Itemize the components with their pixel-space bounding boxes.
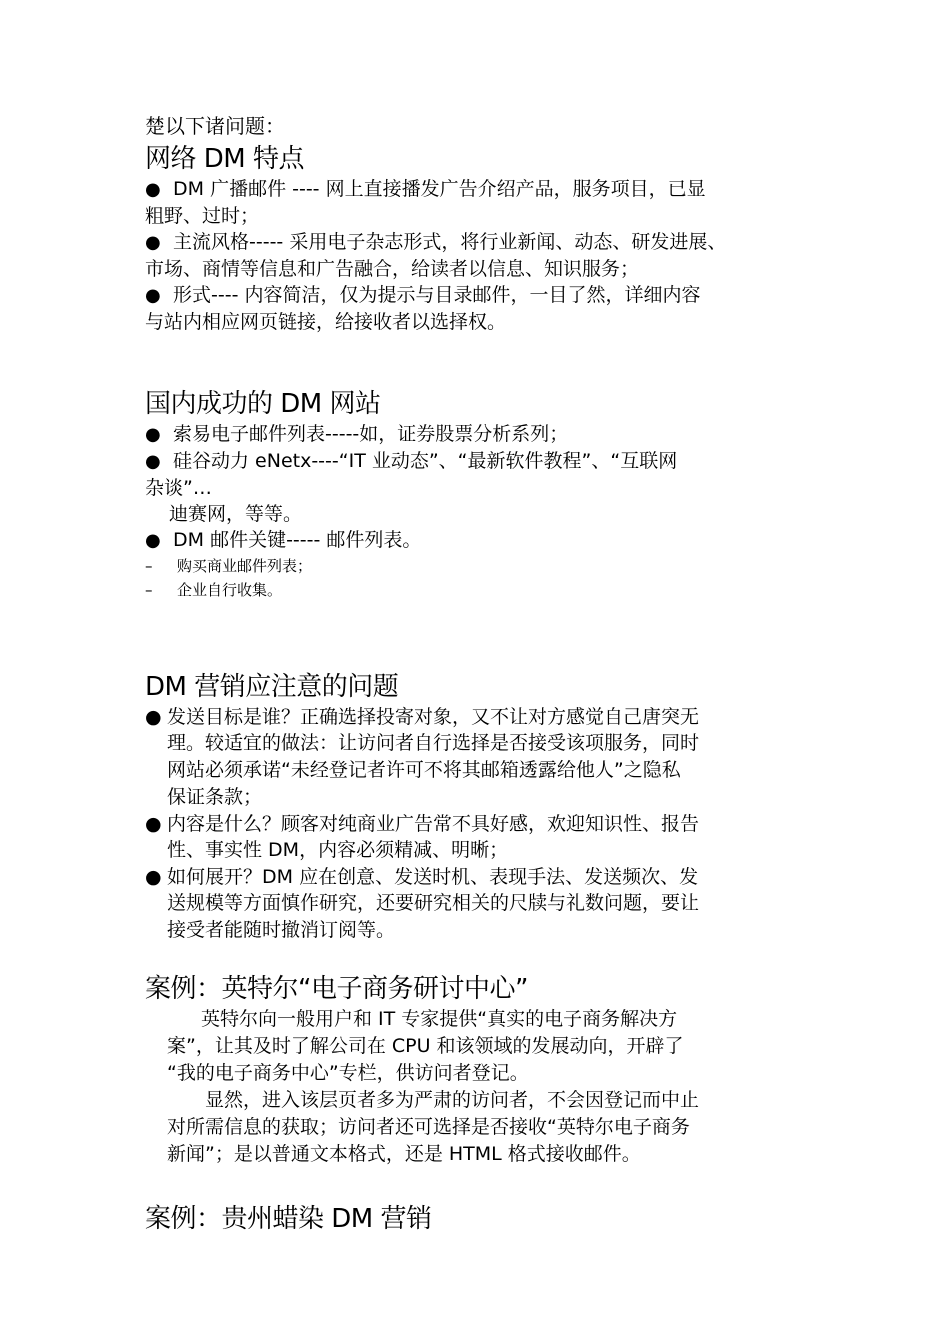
- bullet-item: ● 主流风格----- 采用电子杂志形式，将行业新闻、动态、研发进展、: [145, 229, 825, 256]
- bullet-icon: ●: [145, 179, 161, 200]
- dash-icon: –: [145, 581, 153, 599]
- bullet-item: ● 发送目标是谁？正确选择投寄对象，又不让对方感觉自己唐突无: [145, 706, 700, 728]
- bullet-continuation: 性、事实性 DM，内容必须精减、明晰；: [167, 839, 509, 861]
- bullet-continuation: 粗野、过时；: [145, 205, 260, 227]
- bullet-continuation: 接受者能随时撤消订阅等。: [167, 919, 396, 941]
- sub-item: – 企业自行收集。: [145, 578, 825, 602]
- bullet-item: ● 形式---- 内容简洁，仅为提示与目录邮件，一目了然，详细内容: [145, 282, 825, 309]
- paragraph-line: 英特尔向一般用户和 IT 专家提供“真实的电子商务解决方: [201, 1008, 678, 1030]
- bullet-icon: ●: [145, 866, 162, 888]
- bullet-item: ● DM 广播邮件 ---- 网上直接播发广告介绍产品，服务项目，已显: [145, 176, 825, 203]
- paragraph-line: 对所需信息的获取；访问者还可选择是否接收“英特尔电子商务: [167, 1116, 690, 1138]
- bullet-icon: ●: [145, 813, 162, 835]
- paragraph-line: 新闻”；是以普通文本格式，还是 HTML 格式接收邮件。: [167, 1143, 641, 1165]
- section-title-dm-sites: 国内成功的 DM 网站: [145, 389, 381, 419]
- section-title-intel-case: 案例：英特尔“电子商务研讨中心”: [145, 974, 528, 1004]
- bullet-item: ● DM 邮件关键----- 邮件列表。: [145, 527, 825, 554]
- intro-line: 楚以下诸问题：: [145, 114, 285, 138]
- bullet-item: ● 如何展开？DM 应在创意、发送时机、表现手法、发送频次、发: [145, 866, 699, 888]
- paragraph-line: 案”，让其及时了解公司在 CPU 和该领域的发展动向，开辟了: [167, 1035, 684, 1057]
- paragraph-line: “我的电子商务中心”专栏，供访问者登记。: [167, 1062, 529, 1084]
- bullet-icon: ●: [145, 530, 161, 551]
- bullet-continuation: 送规模等方面慎作研究，还要研究相关的尺牍与礼数问题，要让: [167, 892, 700, 914]
- bullet-continuation: 市场、商情等信息和广告融合，给读者以信息、知识服务；: [145, 258, 640, 280]
- bullet-continuation: 理。较适宜的做法：让访问者自行选择是否接受该项服务，同时: [167, 732, 700, 754]
- bullet-continuation: 网站必须承诺“未经登记者许可不将其邮箱透露给他人”之隐私: [167, 759, 681, 781]
- document-page: [145, 112, 825, 1236]
- bullet-item: ● 硅谷动力 eNetx----“IT 业动态”、“最新软件教程”、“互联网: [145, 448, 825, 475]
- bullet-item: ● 内容是什么？顾客对纯商业广告常不具好感，欢迎知识性、报告: [145, 813, 700, 835]
- bullet-item: ● 索易电子邮件列表-----如，证券股票分析系列；: [145, 421, 825, 448]
- bullet-continuation: 与站内相应网页链接，给接收者以选择权。: [145, 311, 507, 333]
- paragraph-line: 显然，进入该层页者多为严肃的访问者，不会因登记而中止: [205, 1089, 700, 1111]
- dash-icon: –: [145, 557, 153, 575]
- bullet-continuation: 杂谈”…: [145, 477, 212, 499]
- section-title-guizhou-case: 案例：贵州蜡染 DM 营销: [145, 1204, 432, 1234]
- bullet-icon: ●: [145, 706, 162, 728]
- bullet-icon: ●: [145, 232, 161, 253]
- bullet-icon: ●: [145, 285, 161, 306]
- section-title-dm-issues: DM 营销应注意的问题: [145, 672, 399, 702]
- section-title-dm-features: 网络 DM 特点: [145, 144, 304, 174]
- bullet-icon: ●: [145, 424, 161, 445]
- bullet-continuation: 迪赛网，等等。: [169, 503, 303, 525]
- sub-item: – 购买商业邮件列表；: [145, 554, 825, 578]
- bullet-icon: ●: [145, 451, 161, 472]
- bullet-continuation: 保证条款；: [167, 786, 263, 808]
